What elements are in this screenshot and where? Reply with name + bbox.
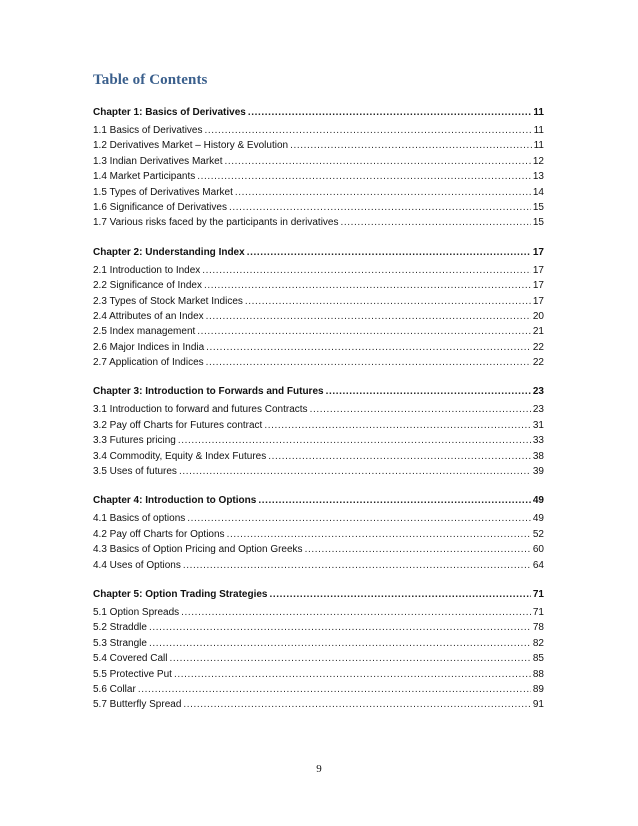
chapter-2 [93, 247, 544, 373]
section-page-number: 22 [532, 357, 544, 369]
dot-leader [204, 280, 531, 291]
section-title: 2.5 Index management [93, 326, 196, 338]
toc-entry[interactable] [93, 420, 544, 435]
section-title: 4.1 Basics of options [93, 513, 186, 525]
chapter-title: Chapter 2: Understanding Index [93, 246, 245, 258]
section-title: 1.6 Significance of Derivatives [93, 201, 227, 213]
toc-entry[interactable] [93, 187, 544, 202]
dot-leader [341, 217, 531, 228]
section-page-number: 39 [532, 466, 544, 478]
section-page-number: 17 [532, 280, 544, 292]
section-title: 3.2 Pay off Charts for Futures contract [93, 419, 263, 431]
dot-leader [197, 326, 531, 337]
section-page-number: 85 [532, 653, 544, 665]
chapter-page-number: 17 [532, 246, 544, 258]
section-title: 5.7 Butterfly Spread [93, 699, 182, 711]
section-title: 3.4 Commodity, Equity & Index Futures [93, 450, 267, 462]
section-page-number: 64 [532, 559, 544, 571]
toc-entry-chapter-3[interactable] [93, 386, 544, 404]
section-page-number: 89 [532, 683, 544, 695]
chapter-title: Chapter 3: Introduction to Forwards and Futures [93, 386, 324, 398]
toc-entry[interactable] [93, 311, 544, 326]
section-page-number: 15 [532, 217, 544, 229]
section-page-number: 12 [532, 155, 544, 167]
toc-entry[interactable] [93, 217, 544, 232]
section-page-number: 11 [533, 140, 544, 152]
dot-leader [149, 638, 531, 649]
section-title: 5.4 Covered Call [93, 653, 168, 665]
dot-leader [197, 171, 531, 182]
section-title: 5.6 Collar [93, 683, 136, 695]
dot-leader [169, 653, 530, 664]
chapter-title: Chapter 4: Introduction to Options [93, 495, 257, 507]
section-page-number: 21 [532, 326, 544, 338]
toc-entry[interactable] [93, 140, 544, 155]
section-page-number: 23 [532, 404, 544, 416]
dot-leader [248, 107, 532, 118]
section-page-number: 22 [532, 341, 544, 353]
chapter-title: Chapter 5: Option Trading Strategies [93, 588, 268, 600]
toc-entry[interactable] [93, 296, 544, 311]
section-page-number: 33 [532, 435, 544, 447]
toc-entry[interactable] [93, 529, 544, 544]
section-page-number: 49 [532, 513, 544, 525]
section-page-number: 13 [532, 171, 544, 183]
dot-leader [258, 495, 531, 506]
section-page-number: 15 [532, 201, 544, 213]
toc-entry[interactable] [93, 451, 544, 466]
dot-leader [181, 607, 531, 618]
dot-leader [183, 699, 530, 710]
chapter-page-number: 49 [532, 495, 544, 507]
section-title: 2.1 Introduction to Index [93, 264, 201, 276]
section-title: 1.3 Indian Derivatives Market [93, 155, 223, 167]
toc-title: Table of Contents [93, 72, 208, 88]
toc-entry[interactable] [93, 435, 544, 450]
page-number: 9 [316, 763, 322, 775]
dot-leader [247, 247, 531, 258]
chapter-page-number: 23 [532, 386, 544, 398]
section-page-number: 78 [532, 622, 544, 634]
toc-entry[interactable] [93, 342, 544, 357]
toc-entry-chapter-2[interactable] [93, 247, 544, 265]
section-page-number: 52 [532, 528, 544, 540]
toc-entry-chapter-1[interactable] [93, 107, 544, 125]
table-of-contents [93, 107, 544, 729]
section-title: 1.2 Derivatives Market – History & Evolution [93, 140, 289, 152]
section-title: 3.1 Introduction to forward and futures Contracts [93, 404, 308, 416]
dot-leader [225, 156, 531, 167]
toc-entry[interactable] [93, 607, 544, 622]
toc-entry[interactable] [93, 326, 544, 341]
dot-leader [227, 529, 531, 540]
section-title: 1.4 Market Participants [93, 171, 196, 183]
dot-leader [179, 466, 531, 477]
section-page-number: 17 [532, 295, 544, 307]
toc-entry-chapter-5[interactable] [93, 589, 544, 607]
toc-entry[interactable] [93, 653, 544, 668]
dot-leader [326, 386, 531, 397]
dot-leader [206, 357, 531, 368]
toc-entry[interactable] [93, 622, 544, 637]
dot-leader [269, 589, 530, 600]
section-title: 1.7 Various risks faced by the participants in derivatives [93, 217, 339, 229]
section-title: 4.3 Basics of Option Pricing and Option Greeks [93, 544, 303, 556]
section-title: 3.3 Futures pricing [93, 435, 176, 447]
dot-leader [183, 560, 531, 571]
section-page-number: 31 [532, 419, 544, 431]
section-title: 5.2 Straddle [93, 622, 147, 634]
section-title: 2.2 Significance of Index [93, 280, 202, 292]
dot-leader [138, 684, 531, 695]
section-page-number: 82 [532, 637, 544, 649]
dot-leader [268, 451, 531, 462]
dot-leader [202, 265, 531, 276]
toc-entry[interactable] [93, 404, 544, 419]
toc-entry[interactable] [93, 699, 544, 714]
section-title: 2.7 Application of Indices [93, 357, 204, 369]
toc-entry[interactable] [93, 544, 544, 559]
chapter-1 [93, 107, 544, 233]
chapter-4 [93, 495, 544, 575]
section-page-number: 14 [532, 186, 544, 198]
dot-leader [174, 669, 531, 680]
dot-leader [206, 311, 531, 322]
toc-entry[interactable] [93, 265, 544, 280]
section-title: 2.3 Types of Stock Market Indices [93, 295, 243, 307]
dot-leader [206, 342, 531, 353]
section-page-number: 11 [533, 125, 544, 136]
dot-leader [245, 296, 531, 307]
dot-leader [205, 125, 532, 136]
section-page-number: 60 [532, 544, 544, 556]
chapter-3 [93, 386, 544, 481]
toc-entry[interactable] [93, 171, 544, 186]
section-title: 1.1 Basics of Derivatives [93, 125, 203, 136]
section-title: 5.1 Option Spreads [93, 606, 180, 618]
dot-leader [305, 544, 531, 555]
section-page-number: 20 [532, 310, 544, 322]
dot-leader [290, 140, 532, 151]
dot-leader [264, 420, 531, 431]
toc-entry[interactable] [93, 156, 544, 171]
toc-entry[interactable] [93, 560, 544, 575]
section-title: 4.4 Uses of Options [93, 559, 181, 571]
section-title: 5.3 Strangle [93, 637, 147, 649]
toc-entry[interactable] [93, 669, 544, 684]
section-title: 4.2 Pay off Charts for Options [93, 528, 225, 540]
section-page-number: 88 [532, 668, 544, 680]
toc-entry-chapter-4[interactable] [93, 495, 544, 513]
section-title: 3.5 Uses of futures [93, 466, 177, 478]
chapter-title: Chapter 1: Basics of Derivatives [93, 107, 246, 118]
toc-entry[interactable] [93, 202, 544, 217]
section-title: 2.6 Major Indices in India [93, 341, 205, 353]
chapter-page-number: 11 [533, 107, 544, 118]
dot-leader [149, 622, 531, 633]
toc-entry[interactable] [93, 357, 544, 372]
section-title: 1.5 Types of Derivatives Market [93, 186, 233, 198]
toc-entry[interactable] [93, 638, 544, 653]
chapter-page-number: 71 [532, 588, 544, 600]
section-page-number: 71 [532, 606, 544, 618]
dot-leader [187, 513, 531, 524]
section-page-number: 38 [532, 450, 544, 462]
toc-entry[interactable] [93, 684, 544, 699]
toc-entry[interactable] [93, 125, 544, 140]
dot-leader [310, 404, 531, 415]
toc-entry[interactable] [93, 513, 544, 528]
dot-leader [178, 435, 531, 446]
chapter-5 [93, 589, 544, 715]
toc-entry[interactable] [93, 466, 544, 481]
toc-entry[interactable] [93, 280, 544, 295]
dot-leader [235, 187, 531, 198]
section-page-number: 17 [532, 264, 544, 276]
section-title: 5.5 Protective Put [93, 668, 172, 680]
section-title: 2.4 Attributes of an Index [93, 310, 204, 322]
section-page-number: 91 [532, 699, 544, 711]
dot-leader [229, 202, 531, 213]
